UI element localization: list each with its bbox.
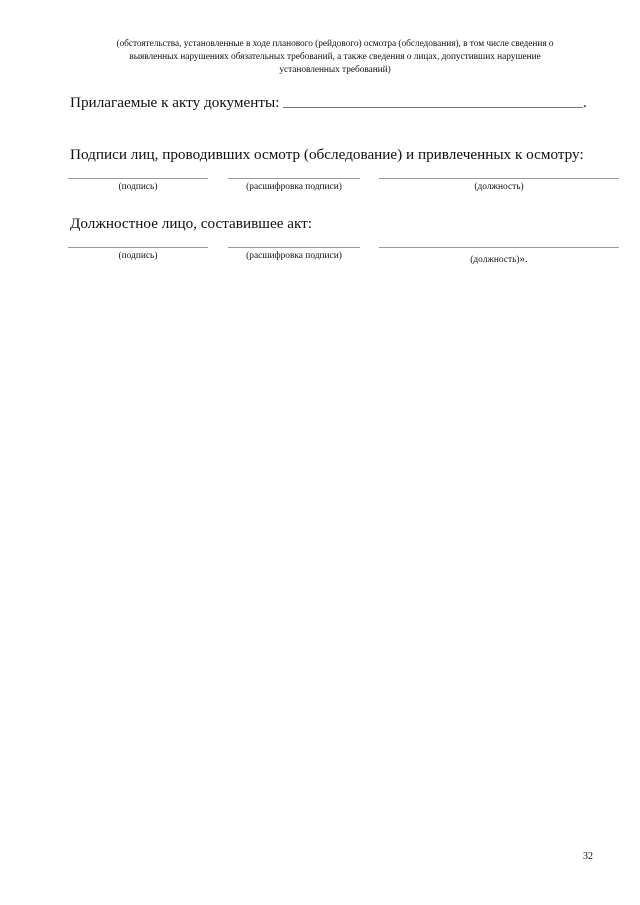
official-transcript-line [228, 247, 360, 248]
circumstances-note-line-2: выявленных нарушениях обязательных требований, а также сведения о лицах, допустивших нарушение [129, 52, 541, 62]
circumstances-note [70, 38, 600, 77]
circumstances-note-line-3: установленных требований) [279, 65, 391, 75]
signers-signature-line [68, 178, 208, 179]
official-signature-line [68, 247, 208, 248]
closing-quote-punctuation: ». [519, 253, 528, 265]
attached-documents-period: . [583, 94, 587, 111]
signers-position-caption: (должность) [474, 182, 524, 192]
official-position-caption-text: (должность) [470, 255, 520, 265]
official-signature-caption: (подпись) [118, 251, 158, 261]
official-position-caption [379, 254, 619, 266]
attached-documents-fill-line [283, 107, 583, 108]
official-heading: Должностное лицо, составившее акт: [70, 215, 313, 232]
attached-documents-label: Прилагаемые к акту документы: [70, 94, 280, 111]
circumstances-note-line-1: (обстоятельства, установленные в ходе планового (рейдового) осмотра (обследования), в том числе сведения о [116, 39, 554, 49]
page-number: 32 [583, 851, 593, 862]
signers-transcript-line [228, 178, 360, 179]
signers-transcript-caption: (расшифровка подписи) [246, 182, 342, 192]
signers-signature-caption: (подпись) [118, 182, 158, 192]
official-position-line [379, 247, 619, 248]
official-transcript-caption: (расшифровка подписи) [246, 251, 342, 261]
signers-position-line [379, 178, 619, 179]
signers-heading: Подписи лиц, проводивших осмотр (обследование) и привлеченных к осмотру: [70, 146, 584, 163]
